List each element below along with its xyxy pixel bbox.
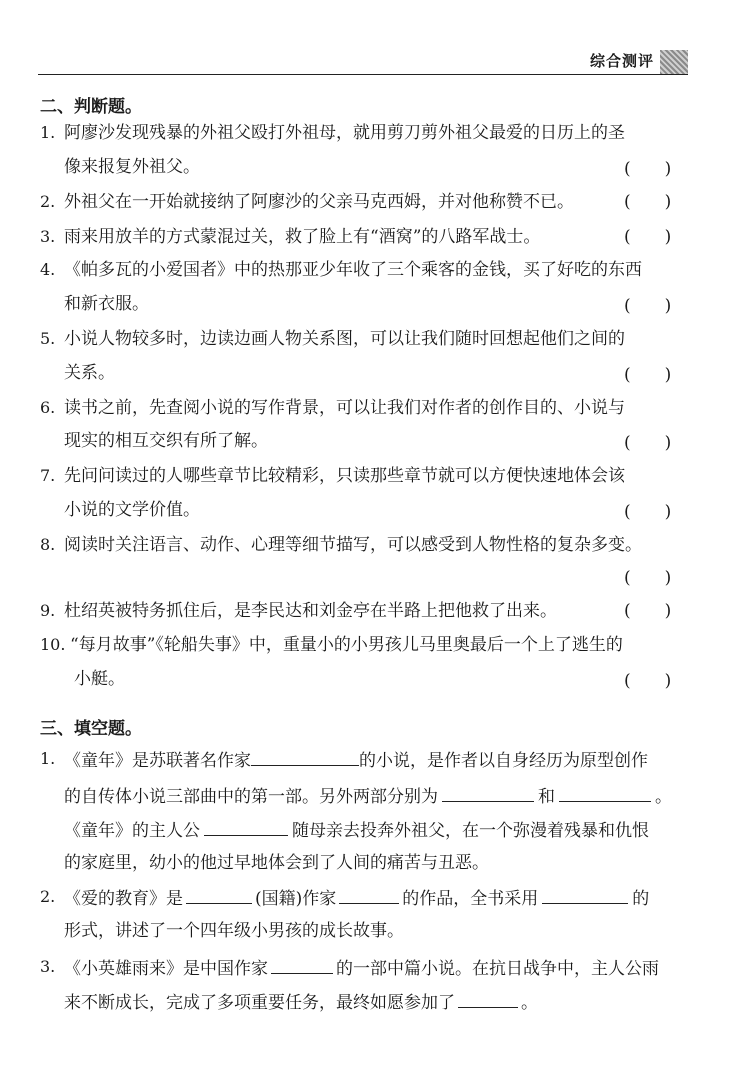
question-text: 小说的文学价值。 — [64, 500, 200, 520]
question-text: 先问问读过的人哪些章节比较精彩，只读那些章节就可以方便快速地体会该 — [64, 466, 625, 486]
answer-blank[interactable] — [458, 989, 518, 1008]
section-heading-fill-in: 三、填空题。 — [40, 719, 142, 739]
question-text: 阅读时关注语言、动作、心理等细节描写，可以感受到人物性格的复杂多变。 — [64, 535, 642, 555]
header-title: 综合测评 — [589, 52, 654, 70]
question-number: 8. — [40, 535, 56, 554]
question-text: 《童年》是苏联著名作家 — [64, 751, 251, 771]
question-text: 的作品，全书采用 — [402, 889, 539, 909]
question-text: 阿廖沙发现残暴的外祖父殴打外祖母，就用剪刀剪外祖父最爱的日历上的圣 — [64, 123, 625, 143]
question-text: 《小英雄雨来》是中国作家 — [64, 959, 268, 979]
question-number: 1. — [40, 749, 56, 768]
answer-parentheses[interactable]: ( ) — [624, 227, 672, 247]
question-number: 2. — [40, 192, 56, 211]
question-text-line — [64, 955, 659, 981]
question-text: 现实的相互交织有所了解。 — [64, 431, 268, 451]
question-text: 。 — [655, 787, 672, 807]
answer-blank[interactable] — [251, 747, 359, 766]
answer-parentheses[interactable]: ( ) — [624, 671, 672, 691]
answer-parentheses[interactable]: ( ) — [624, 502, 672, 522]
answer-blank[interactable] — [204, 817, 288, 836]
question-text-line — [64, 747, 648, 773]
question-text: 小艇。 — [74, 669, 125, 689]
answer-parentheses[interactable]: ( ) — [624, 568, 672, 588]
question-number: 3. — [40, 957, 56, 976]
question-text: 的 — [632, 889, 650, 909]
answer-blank[interactable] — [271, 955, 333, 974]
answer-parentheses[interactable]: ( ) — [624, 192, 672, 212]
question-text: 随母亲去投奔外祖父，在一个弥漫着残暴和仇恨 — [292, 821, 649, 841]
question-text: 的家庭里，幼小的他过早地体会到了人间的痛苦与丑恶。 — [64, 853, 489, 873]
answer-parentheses[interactable]: ( ) — [624, 296, 672, 316]
question-number: 1. — [40, 123, 56, 142]
question-text: 来不断成长，完成了多项重要任务，最终如愿参加了 — [64, 993, 455, 1013]
question-text: 雨来用放羊的方式蒙混过关，救了脸上有“酒窝”的八路军战士。 — [64, 227, 541, 247]
question-text: 杜绍英被特务抓住后，是李民达和刘金亭在半路上把他救了出来。 — [64, 601, 557, 621]
question-number: 5. — [40, 329, 56, 348]
question-text: 关系。 — [64, 363, 115, 383]
answer-blank[interactable] — [442, 783, 534, 802]
header-decoration-icon — [660, 50, 688, 74]
question-text: 的自传体小说三部曲中的第一部。另外两部分别为 — [64, 787, 438, 807]
question-text: 小说人物较多时，边读边画人物关系图，可以让我们随时回想起他们之间的 — [64, 329, 625, 349]
question-text: “每月故事”《轮船失事》中，重量小的小男孩儿马里奥最后一个上了逃生的 — [70, 635, 623, 655]
question-text: 和 — [538, 787, 555, 807]
answer-blank[interactable] — [542, 885, 628, 904]
question-text: 的小说，是作者以自身经历为原型创作 — [359, 751, 648, 771]
answer-blank[interactable] — [559, 783, 651, 802]
question-text-line — [64, 783, 672, 809]
question-text-line — [64, 817, 649, 843]
question-text: 和新衣服。 — [64, 294, 149, 314]
answer-parentheses[interactable]: ( ) — [624, 365, 672, 385]
question-text-line — [64, 885, 649, 911]
question-text: (国籍)作家 — [255, 889, 337, 909]
answer-parentheses[interactable]: ( ) — [624, 601, 672, 621]
question-text: 的一部中篇小说。在抗日战争中，主人公雨 — [336, 959, 659, 979]
question-number: 10. — [40, 635, 66, 654]
answer-parentheses[interactable]: ( ) — [624, 433, 672, 453]
question-number: 4. — [40, 260, 56, 279]
question-number: 9. — [40, 601, 56, 620]
answer-blank[interactable] — [339, 885, 399, 904]
question-text-line — [64, 989, 538, 1015]
question-text: 外祖父在一开始就接纳了阿廖沙的父亲马克西姆，并对他称赞不已。 — [64, 192, 574, 212]
question-number: 7. — [40, 466, 56, 485]
question-text: 《爱的教育》是 — [64, 889, 183, 909]
question-text: 《帕多瓦的小爱国者》中的热那亚少年收了三个乘客的金钱，买了好吃的东西 — [64, 260, 642, 280]
question-number: 2. — [40, 887, 56, 906]
answer-blank[interactable] — [186, 885, 252, 904]
answer-parentheses[interactable]: ( ) — [624, 159, 672, 179]
section-heading-judgement: 二、判断题。 — [40, 97, 142, 117]
question-text: 读书之前，先查阅小说的写作背景，可以让我们对作者的创作目的、小说与 — [64, 398, 625, 418]
question-text: 形式，讲述了一个四年级小男孩的成长故事。 — [64, 921, 404, 941]
question-text: 像来报复外祖父。 — [64, 157, 200, 177]
header-divider — [38, 74, 688, 75]
question-text: 《童年》的主人公 — [64, 821, 200, 841]
question-text: 。 — [521, 993, 538, 1013]
question-number: 6. — [40, 398, 56, 417]
question-number: 3. — [40, 227, 56, 246]
